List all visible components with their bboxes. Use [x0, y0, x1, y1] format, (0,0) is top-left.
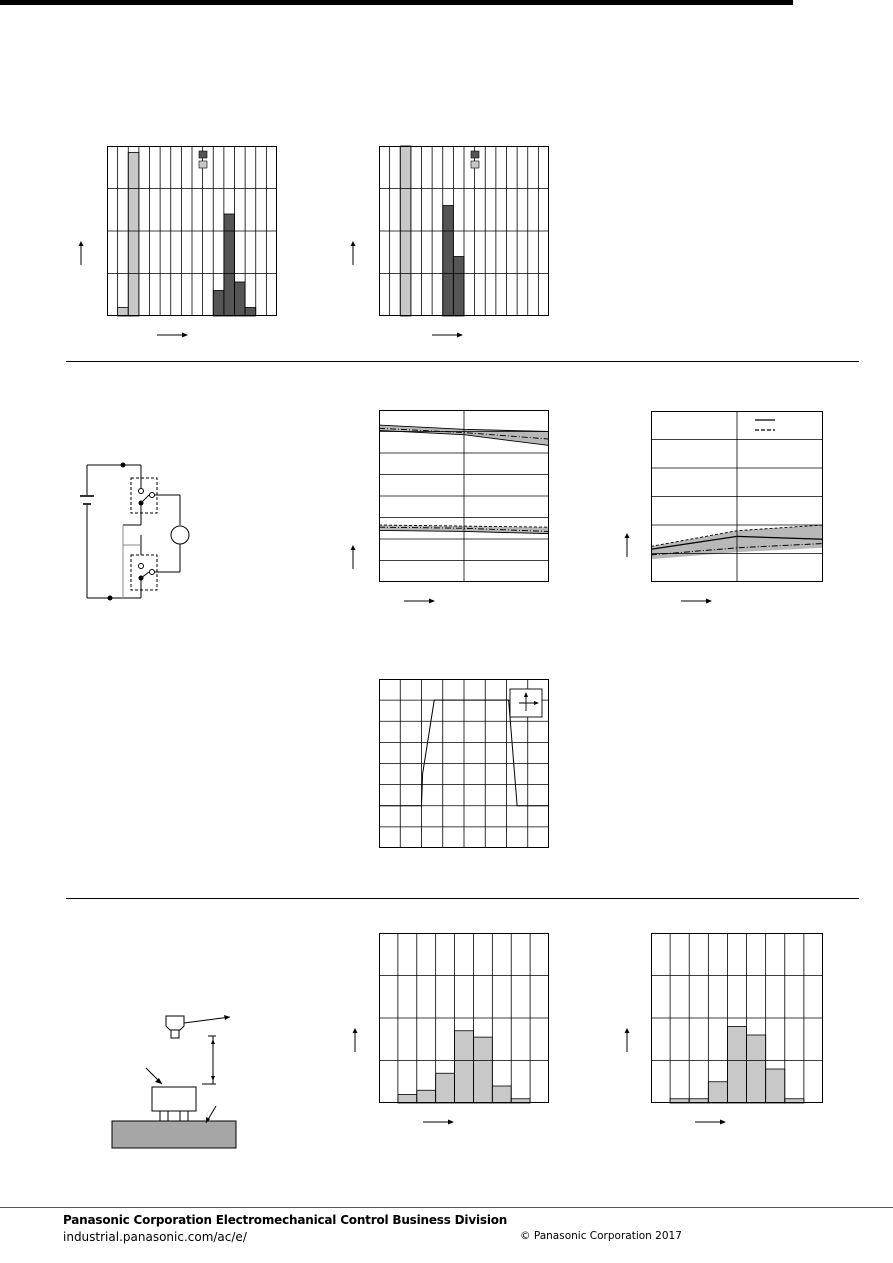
- histogram-bar: [436, 1073, 455, 1103]
- legend-area: [469, 148, 547, 170]
- histogram-bar: [128, 152, 139, 316]
- histogram-bar: [727, 1027, 746, 1104]
- histogram-bar: [455, 1031, 474, 1103]
- footer-copyright: © Panasonic Corporation 2017: [520, 1230, 682, 1242]
- histogram-bar: [708, 1082, 727, 1103]
- footer-url[interactable]: industrial.panasonic.com/ac/e/: [63, 1230, 247, 1244]
- waveform-chart: [379, 679, 549, 848]
- base-plate: [112, 1121, 236, 1148]
- histogram-bar: [398, 1095, 417, 1104]
- x-axis-arrow: [681, 596, 713, 606]
- histogram-3: [379, 933, 549, 1103]
- histogram-bar: [747, 1035, 766, 1103]
- drop-test-diagram: [110, 1010, 240, 1150]
- y-axis-arrow: [350, 544, 360, 570]
- histogram-bar: [235, 282, 246, 316]
- legend-area: [197, 148, 275, 170]
- y-axis-arrow: [352, 1027, 362, 1053]
- y-axis-arrow: [624, 532, 634, 558]
- histogram-bar: [473, 1037, 492, 1103]
- y-axis-arrow: [78, 240, 88, 266]
- drop-head: [166, 1016, 184, 1030]
- x-axis-arrow: [423, 1117, 455, 1127]
- specimen: [152, 1087, 196, 1111]
- histogram-bar: [443, 206, 454, 317]
- histogram-bar: [417, 1090, 436, 1103]
- histogram-bar: [245, 308, 256, 317]
- circuit-diagram: [70, 455, 200, 605]
- x-axis-arrow: [695, 1117, 727, 1127]
- x-axis-arrow: [432, 330, 464, 340]
- histogram-bar: [766, 1069, 785, 1103]
- histogram-2: [379, 146, 549, 316]
- section-divider-1: [66, 361, 859, 362]
- x-axis-arrow: [157, 330, 189, 340]
- histogram-bar: [213, 291, 224, 317]
- histogram-4: [651, 933, 823, 1103]
- y-axis-arrow: [624, 1027, 634, 1053]
- band-chart-2: [651, 411, 823, 582]
- histogram-bar: [224, 214, 235, 316]
- top-rule: [0, 0, 793, 5]
- histogram-bar: [492, 1086, 511, 1103]
- band-chart-1: [379, 410, 549, 582]
- x-axis-arrow: [404, 596, 436, 606]
- section-divider-2: [66, 898, 859, 899]
- histogram-1: [107, 146, 277, 316]
- footer-company: Panasonic Corporation Electromechanical Control Business Division: [63, 1213, 508, 1227]
- histogram-bar: [118, 308, 129, 317]
- histogram-bar: [453, 257, 464, 317]
- footer-rule: [0, 1207, 893, 1208]
- y-axis-arrow: [350, 240, 360, 266]
